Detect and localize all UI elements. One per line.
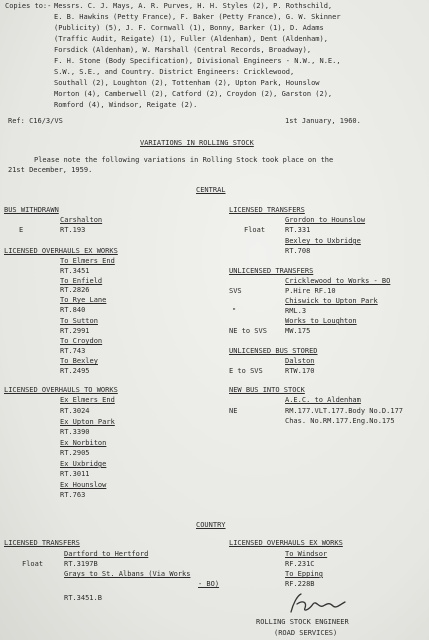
vehicle-number: RT.3451 [60,267,90,275]
location: Ex Hounslow [60,481,107,489]
location: To Epping [285,570,323,578]
vehicle-number: RT.708 [285,247,311,255]
vehicle-number: RT.840 [60,306,86,314]
intro-line: 21st December, 1959. [8,166,93,174]
garage-code: Float [22,560,44,568]
garage-code: E to SVS [229,367,263,375]
reference: Ref: C16/3/VS [8,117,63,125]
location: To Rye Lane [60,296,107,304]
location: Chiswick to Upton Park [285,297,378,305]
page-title: VARIATIONS IN ROLLING STOCK [140,139,254,147]
handwritten-signature [283,590,353,616]
date: 1st January, 1960. [285,117,361,125]
garage-code: NE [229,407,238,415]
vehicle-number: RML.3 [285,307,307,315]
location: To Windsor [285,550,328,558]
location: Cricklewood to Works - BO [285,277,391,285]
heading-licensed-transfers: LICENSED TRANSFERS [229,206,305,214]
heading-unlicensed-stored: UNLICENSED BUS STORED [229,347,318,355]
heading-new-bus: NEW BUS INTO STOCK [229,386,305,394]
heading-country-transfers: LICENSED TRANSFERS [4,539,80,547]
heading-overhauls-to-works: LICENSED OVERHAULS TO WORKS [4,386,118,394]
vehicle-number: RT.331 [285,226,311,234]
garage-code: E [19,226,24,234]
section-country: COUNTRY [196,521,226,529]
vehicle-number: RT.2495 [60,367,90,375]
location: Dalston [285,357,315,365]
vehicle-number: RTW.170 [285,367,315,375]
vehicle-number: RT.193 [60,226,86,234]
location: Grordon to Hounslow [285,216,366,224]
copies-line: F. H. Stone (Body Specification), Divisional Engineers - N.W., N.E., [54,57,341,65]
location: - BO) [198,580,220,588]
copies-line: Morton (4), Camberwell (2), Catford (2), Croydon (2), Garston (2), [54,90,333,98]
location: Ex Uxbridge [60,460,107,468]
copies-line: Messrs. C. J. Mays, A. R. Purves, H. H. Styles (2), P. Rothschild, [54,2,333,10]
location: Ex Elmers End [60,396,115,404]
copies-label: Copies to:- [5,2,52,10]
vehicle-number: Chas. No.RM.177.Eng.No.175 [285,417,395,425]
location: Carshalton [60,216,103,224]
vehicle-number: RT.3451.B [64,594,102,602]
copies-line: Romford (4), Windsor, Reigate (2). [54,101,198,109]
vehicle-number: MW.175 [285,327,311,335]
location: To Elmers End [60,257,115,265]
section-central: CENTRAL [196,186,226,194]
vehicle-number: RT.763 [60,491,86,499]
vehicle-number: RT.2905 [60,449,90,457]
heading-unlicensed-transfers: UNLICENSED TRANSFERS [229,267,314,275]
location: Ex Norbiton [60,439,107,447]
vehicle-number: RT.2826 [60,286,90,294]
location: To Croydon [60,337,103,345]
intro-line: Please note the following variations in Rolling Stock took place on the [34,156,334,164]
copies-line: (Traffic Audit, Reigate) (1), Fuller (Aldenham), Dent (Aldenham), [54,35,328,43]
location: A.E.C. to Aldenham [285,396,361,404]
vehicle-number: RF.228B [285,580,315,588]
garage-code: " [232,307,237,315]
vehicle-number: RT.3011 [60,470,90,478]
vehicle-number: RM.177.VLT.177.Body No.D.177 [285,407,404,415]
heading-overhauls-ex-works: LICENSED OVERHAULS EX WORKS [4,247,118,255]
vehicle-number: RT.3390 [60,428,90,436]
copies-line: (Publicity) (5), J. F. Cornwall (1), Bonny, Barker (1), D. Adams [54,24,324,32]
copies-line: S.W., S.E., and Country. District Engineers: Cricklewood, [54,68,295,76]
vehicle-number: P.Hire RF.10 [285,287,336,295]
location: Ex Upton Park [60,418,115,426]
vehicle-number: RT.3197B [64,560,98,568]
location: Dartford to Hertford [64,550,149,558]
location: Works to Loughton [285,317,357,325]
location: To Bexley [60,357,98,365]
copies-line: E. B. Hawkins (Petty France), F. Baker (Petty France), G. W. Skinner [54,13,341,21]
location: To Sutton [60,317,98,325]
location: Bexley to Uxbridge [285,237,361,245]
vehicle-number: RT.3024 [60,407,90,415]
location: Grays to St. Albans (Via Works [64,570,191,578]
garage-code: NE to SVS [229,327,267,335]
vehicle-number: RT.2991 [60,327,90,335]
location: To Enfield [60,277,103,285]
garage-code: SVS [229,287,242,295]
garage-code: Float [244,226,266,234]
signature-title: ROLLING STOCK ENGINEER [256,618,349,626]
heading-country-overhauls: LICENSED OVERHAULS EX WORKS [229,539,343,547]
signature-subtitle: (ROAD SERVICES) [274,629,338,637]
heading-bus-withdrawn: BUS WITHDRAWN [4,206,59,214]
vehicle-number: RF.231C [285,560,315,568]
vehicle-number: RT.743 [60,347,86,355]
copies-line: Southall (2), Loughton (2), Tottenham (2), Upton Park, Hounslow [54,79,320,87]
copies-line: Forsdick (Aldenham), W. Marshall (Central Records, Broadway), [54,46,312,54]
